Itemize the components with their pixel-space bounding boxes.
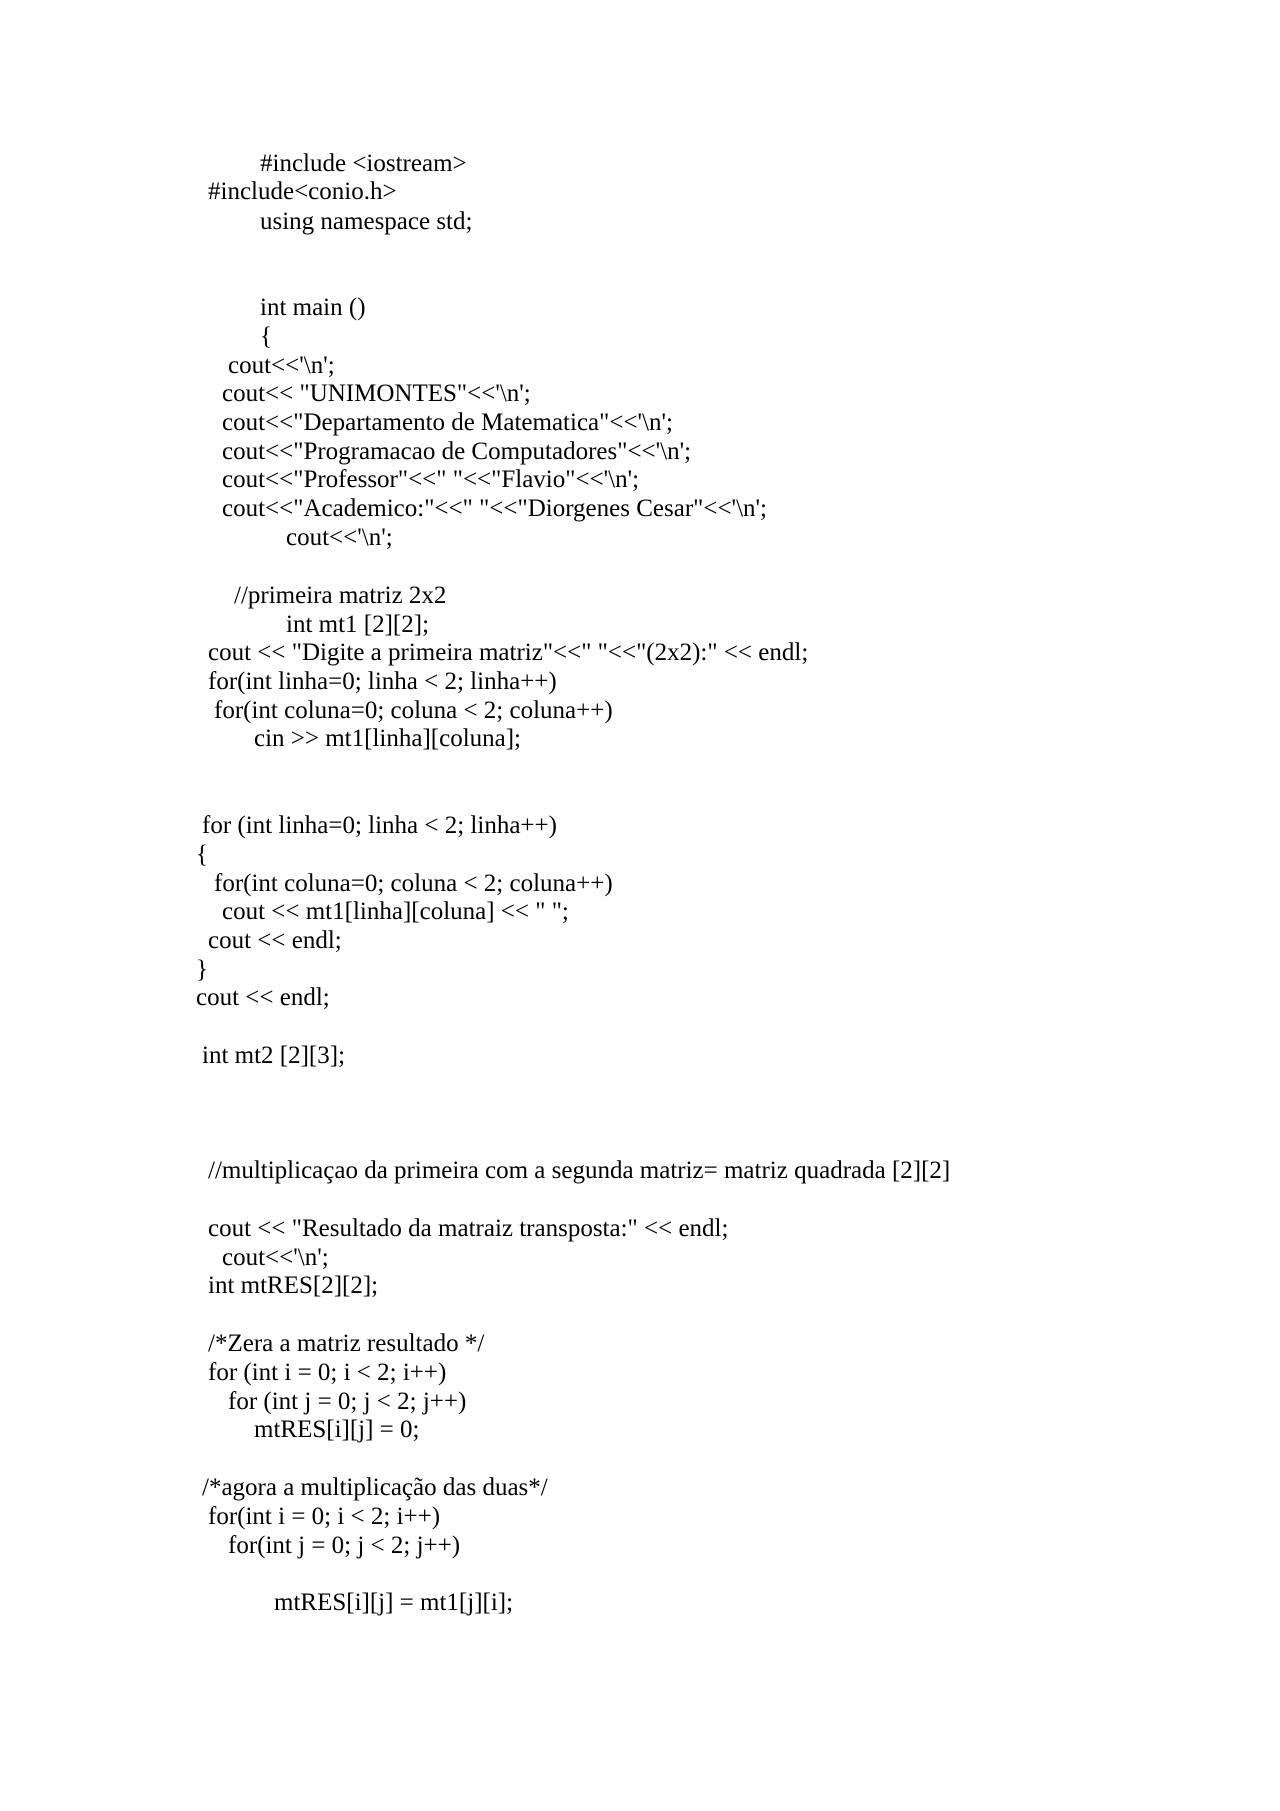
code-line-5: { [260,323,272,350]
code-line-34: mtRES[i][j] = 0; [254,1416,420,1443]
code-line-10: cout<<"Professor"<<" "<<"Flavio"<<'\n'; [222,466,640,493]
code-line-12: cout<<'\n'; [286,524,393,551]
code-line-18: cin >> mt1[linha][coluna]; [254,725,522,752]
code-line-17: for(int coluna=0; coluna < 2; coluna++) [214,697,613,724]
code-line-25: cout << endl; [196,984,330,1011]
code-line-2: #include<conio.h> [208,178,397,205]
code-line-24: } [196,956,208,983]
code-line-36: for(int i = 0; i < 2; i++) [208,1503,441,1530]
code-line-9: cout<<"Programacao de Computadores"<<'\n'; [222,438,692,465]
code-line-1: #include <iostream> [260,150,467,177]
code-line-26: int mt2 [2][3]; [202,1042,346,1069]
code-line-31: /*Zera a matriz resultado */ [208,1330,485,1357]
code-line-29: cout<<'\n'; [222,1244,329,1271]
code-line-35: /*agora a multiplicação das duas*/ [202,1474,548,1501]
code-line-4: int main () [260,294,366,321]
code-line-30: int mtRES[2][2]; [208,1272,379,1299]
code-line-3: using namespace std; [260,208,473,235]
code-line-20: { [196,841,208,868]
code-line-27: //multiplicaçao da primeira com a segunda matriz= matriz quadrada [2][2] [208,1157,951,1184]
code-line-38: mtRES[i][j] = mt1[j][i]; [274,1589,514,1616]
code-line-21: for(int coluna=0; coluna < 2; coluna++) [214,870,613,897]
code-line-16: for(int linha=0; linha < 2; linha++) [208,668,557,695]
code-line-7: cout<< "UNIMONTES"<<'\n'; [222,380,531,407]
code-line-6: cout<<'\n'; [228,352,335,379]
code-line-32: for (int i = 0; i < 2; i++) [208,1359,447,1386]
code-line-22: cout << mt1[linha][coluna] << " "; [222,898,569,925]
code-line-11: cout<<"Academico:"<<" "<<"Diorgenes Cesar"<<'\n'; [222,495,767,522]
code-line-19: for (int linha=0; linha < 2; linha++) [202,812,557,839]
code-line-13: //primeira matriz 2x2 [234,582,447,609]
code-line-15: cout << "Digite a primeira matriz"<<" "<<"(2x2):" << endl; [208,639,809,666]
code-line-14: int mt1 [2][2]; [286,611,430,638]
code-line-33: for (int j = 0; j < 2; j++) [228,1388,467,1415]
code-line-37: for(int j = 0; j < 2; j++) [228,1532,461,1559]
code-line-8: cout<<"Departamento de Matematica"<<'\n'; [222,409,673,436]
code-line-23: cout << endl; [208,927,342,954]
code-line-28: cout << "Resultado da matraiz transposta:" << endl; [208,1215,729,1242]
